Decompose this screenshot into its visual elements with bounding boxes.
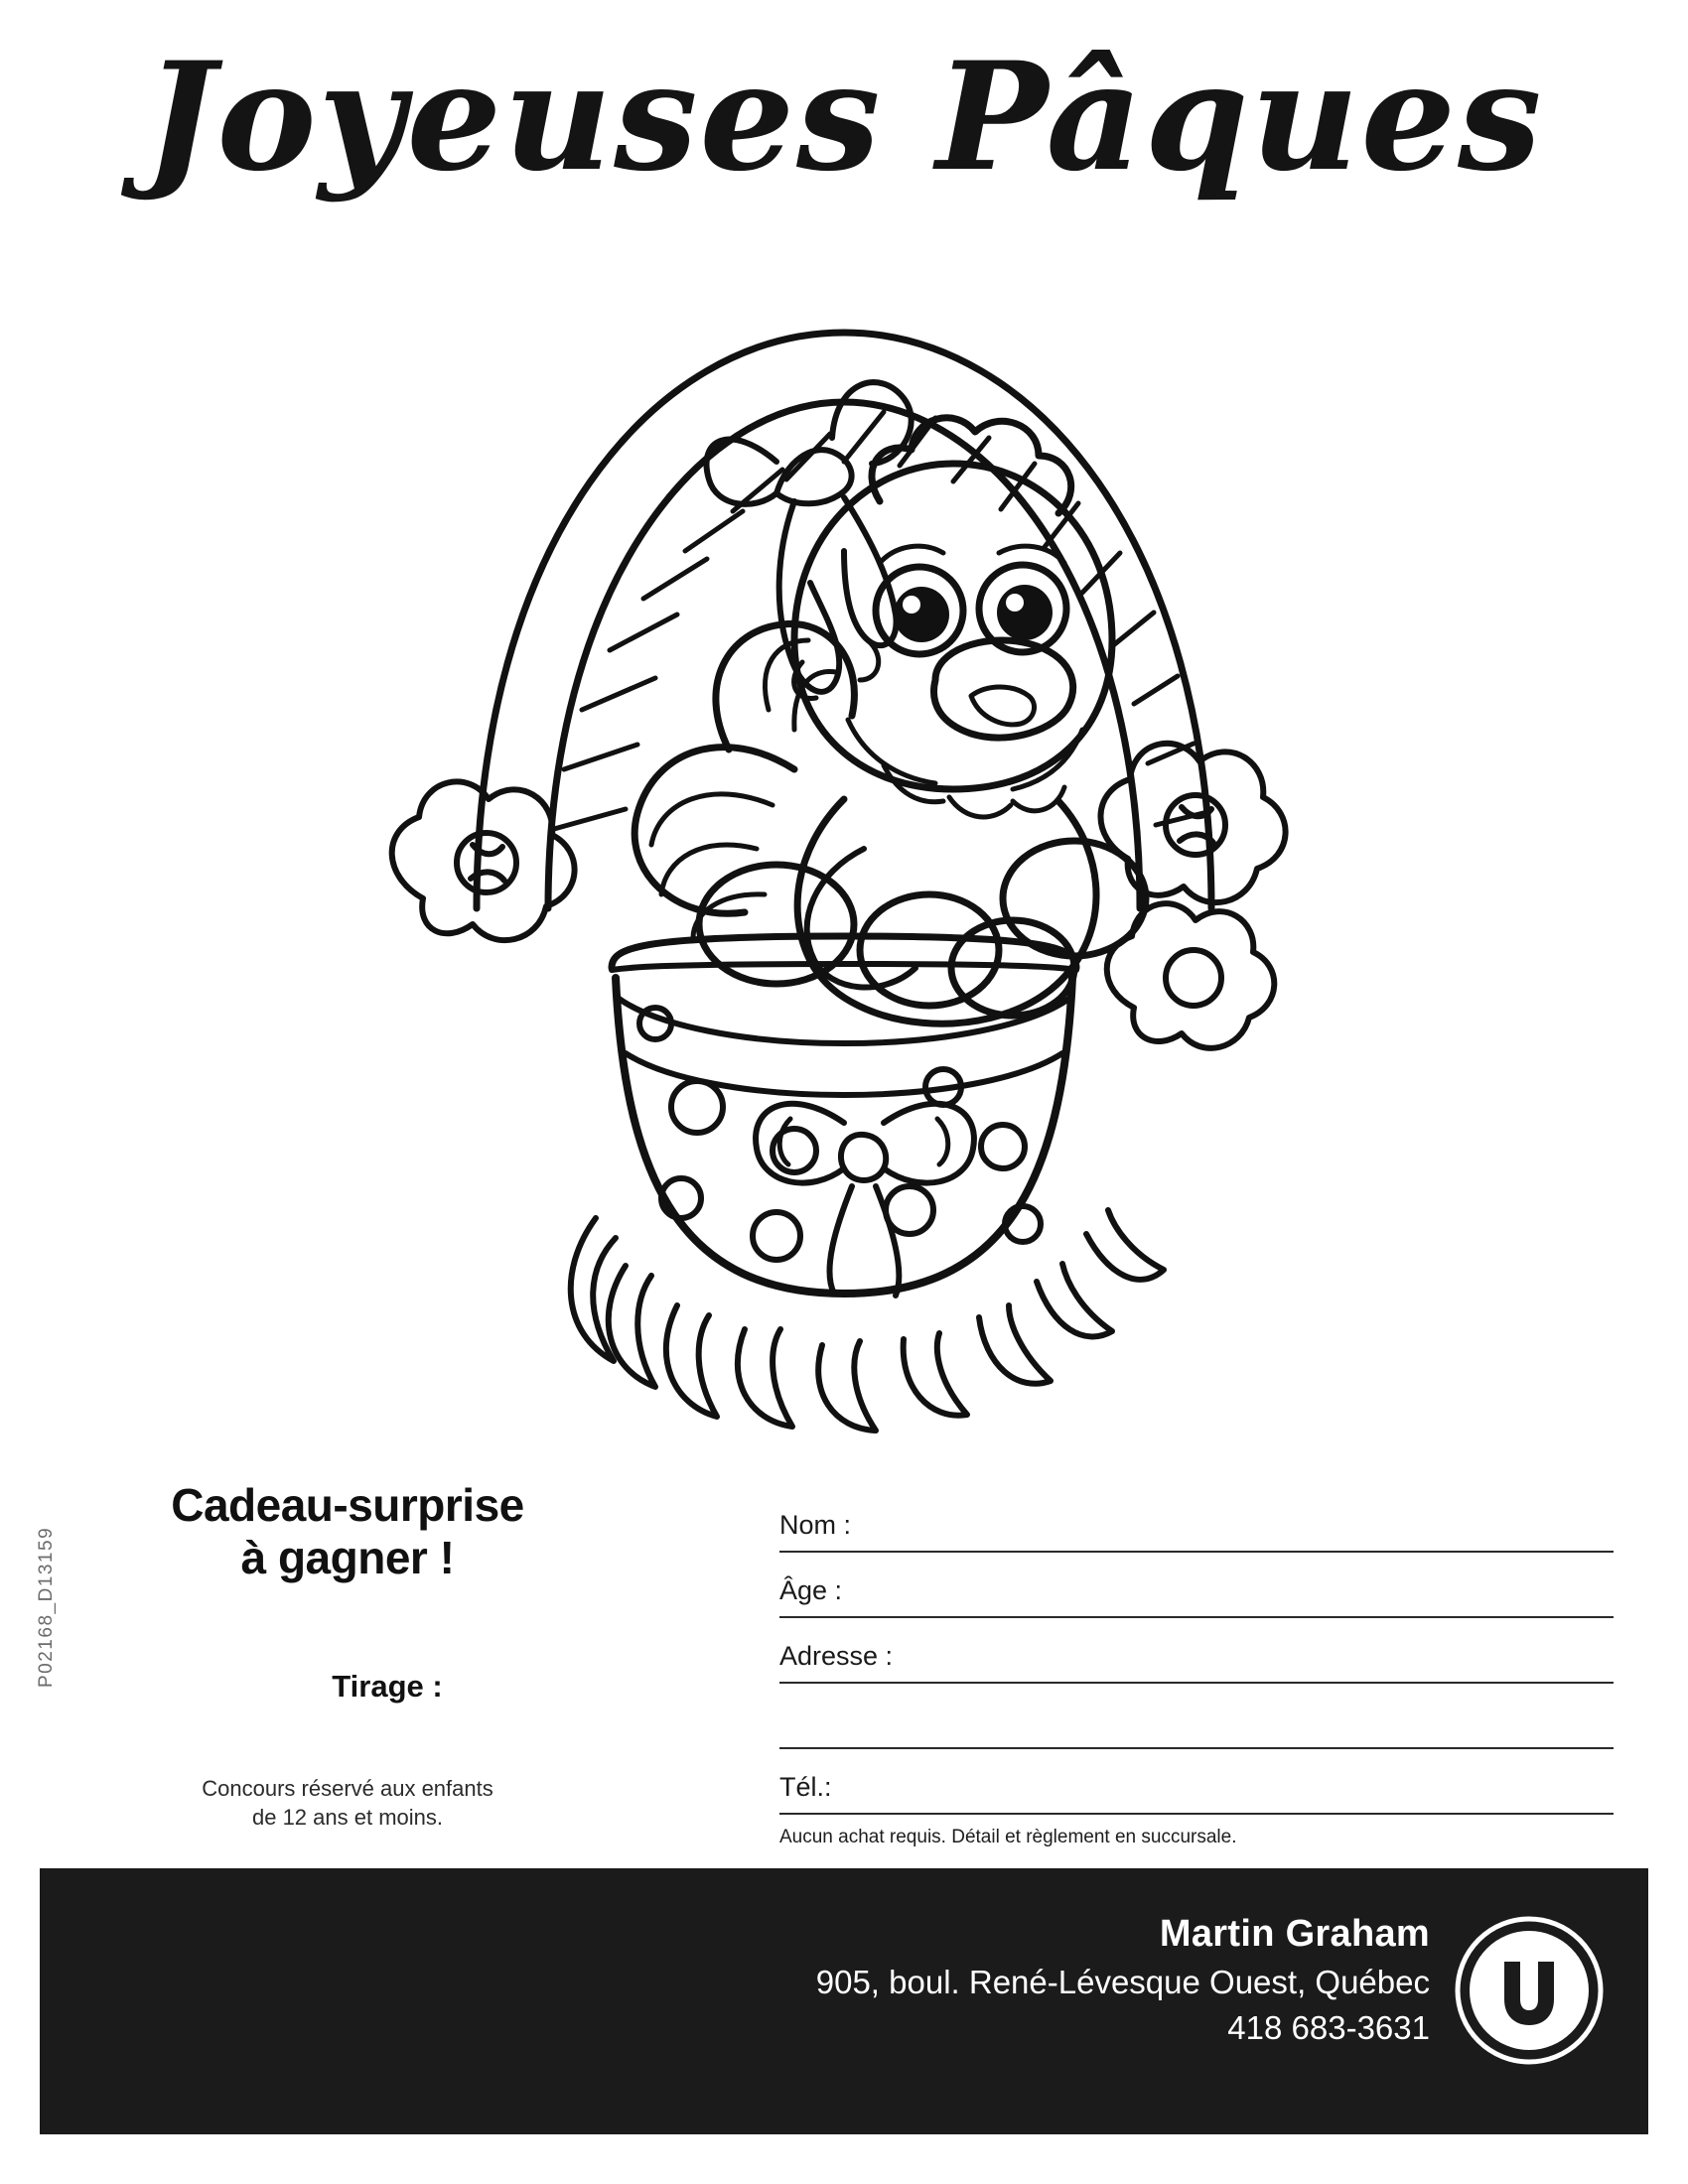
footer-bar — [40, 1868, 1648, 2134]
reference-code: P02168_D13159 — [36, 1526, 57, 1688]
form-label-age: Âge : — [779, 1575, 843, 1605]
footer-merchant-name: Martin Graham — [1159, 1913, 1430, 1955]
form-footnote: Aucun achat requis. Détail et règlement en succursale. — [779, 1827, 1237, 1847]
form-label-nom: Nom : — [779, 1510, 852, 1540]
footer-phone: 418 683-3631 — [1227, 2008, 1430, 2046]
form-label-tel: Tél.: — [779, 1772, 832, 1802]
page-title: Joyeuses Pâques — [144, 30, 1544, 205]
form-field-nom[interactable] — [779, 1487, 1614, 1553]
entry-form — [779, 1487, 1614, 1848]
promo-headline-line2: à gagner ! — [240, 1532, 455, 1584]
form-label-adresse: Adresse : — [779, 1641, 894, 1671]
contest-note-line1: Concours réservé aux enfants — [202, 1775, 493, 1801]
contest-note — [99, 1774, 596, 1833]
form-field-tel[interactable] — [779, 1749, 1614, 1815]
promo-headline — [99, 1479, 596, 1585]
form-rule-tel — [779, 1813, 1614, 1815]
easter-basket-chick-coloring-illustration — [328, 213, 1360, 1444]
form-field-age[interactable] — [779, 1553, 1614, 1618]
draw-label: Tirage : — [332, 1668, 443, 1704]
metro-u-logo-icon — [1455, 1916, 1604, 2065]
footer-address: 905, boul. René-Lévesque Ouest, Québec — [815, 1964, 1430, 2001]
promo-block — [99, 1479, 596, 1833]
promo-headline-line1: Cadeau-surprise — [171, 1479, 524, 1531]
form-field-adresse[interactable] — [779, 1618, 1614, 1684]
form-field-adresse-line2[interactable] — [779, 1684, 1614, 1749]
contest-note-line2: de 12 ans et moins. — [251, 1805, 443, 1831]
footer-contact — [816, 1908, 1430, 2051]
